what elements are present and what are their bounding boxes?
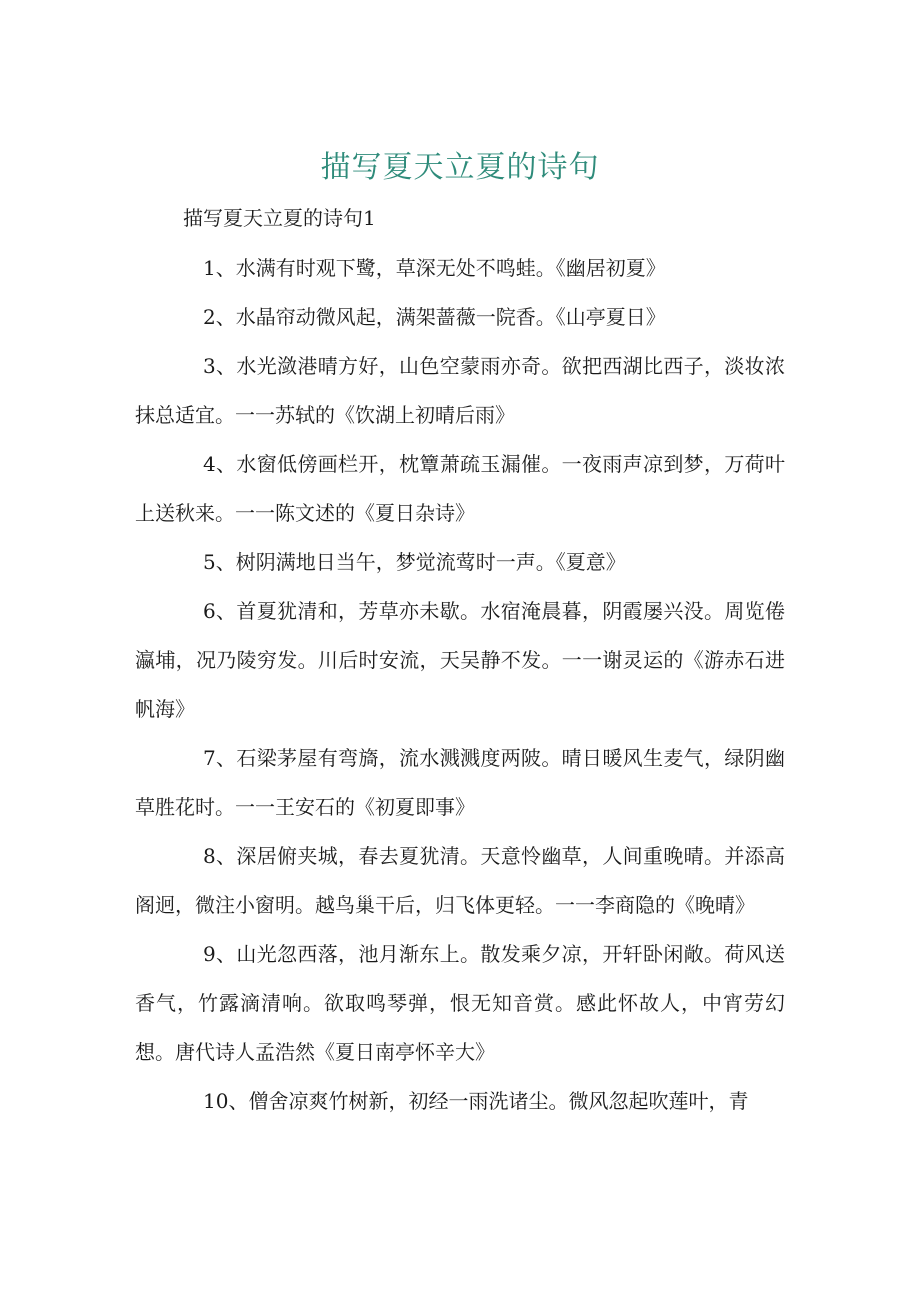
- poem-item-5: 5、树阴满地日当午，梦觉流莺时一声。《夏意》: [203, 550, 626, 574]
- poem-item-8: 8、深居俯夹城，春去夏犹清。天意怜幽草，人间重晚晴。并添高阁迥，微注小窗明。越鸟巢干后，归飞体更轻。一一李商隐的《晚晴》: [135, 844, 785, 917]
- poem-item-6: 6、首夏犹清和，芳草亦未歇。水宿淹晨暮，阴霞屡兴没。周览倦瀛埔，况乃陵穷发。川后时安流，天吴静不发。一一谢灵运的《游赤石进帆海》: [135, 599, 785, 721]
- poem-item-10: 10、僧舍凉爽竹树新，初经一雨洗诸尘。微风忽起吹莲叶，青: [203, 1089, 749, 1113]
- poem-item-7: 7、石梁茅屋有弯旖，流水溅溅度两陂。晴日暖风生麦气，绿阴幽草胜花时。一一王安石的《初夏即事》: [135, 746, 785, 819]
- document-title: 描写夏天立夏的诗句: [320, 150, 600, 185]
- poem-item-4: 4、水窗低傍画栏开，枕簟萧疏玉漏催。一夜雨声凉到梦，万荷叶上送秋来。一一陈文述的《夏日杂诗》: [135, 452, 785, 525]
- poem-item-2: 2、水晶帘动微风起，满架蔷薇一院香。《山亭夏日》: [203, 305, 666, 329]
- poem-item-1: 1、水满有时观下鹭，草深无处不鸣蛙。《幽居初夏》: [203, 256, 666, 280]
- poem-item-3: 3、水光潋港晴方好，山色空蒙雨亦奇。欲把西湖比西子，淡妆浓抹总适宜。一一苏轼的《饮湖上初晴后雨》: [135, 354, 785, 427]
- poem-list: [135, 244, 785, 1126]
- section-subtitle: 描写夏天立夏的诗句1: [183, 206, 376, 230]
- poem-item-9: 9、山光忽西落，池月渐东上。散发乘夕凉，开轩卧闲敞。荷风送香气，竹露滴清响。欲取鸣琴弹，恨无知音赏。感此怀故人，中宵劳幻想。唐代诗人孟浩然《夏日南亭怀辛大》: [135, 942, 785, 1064]
